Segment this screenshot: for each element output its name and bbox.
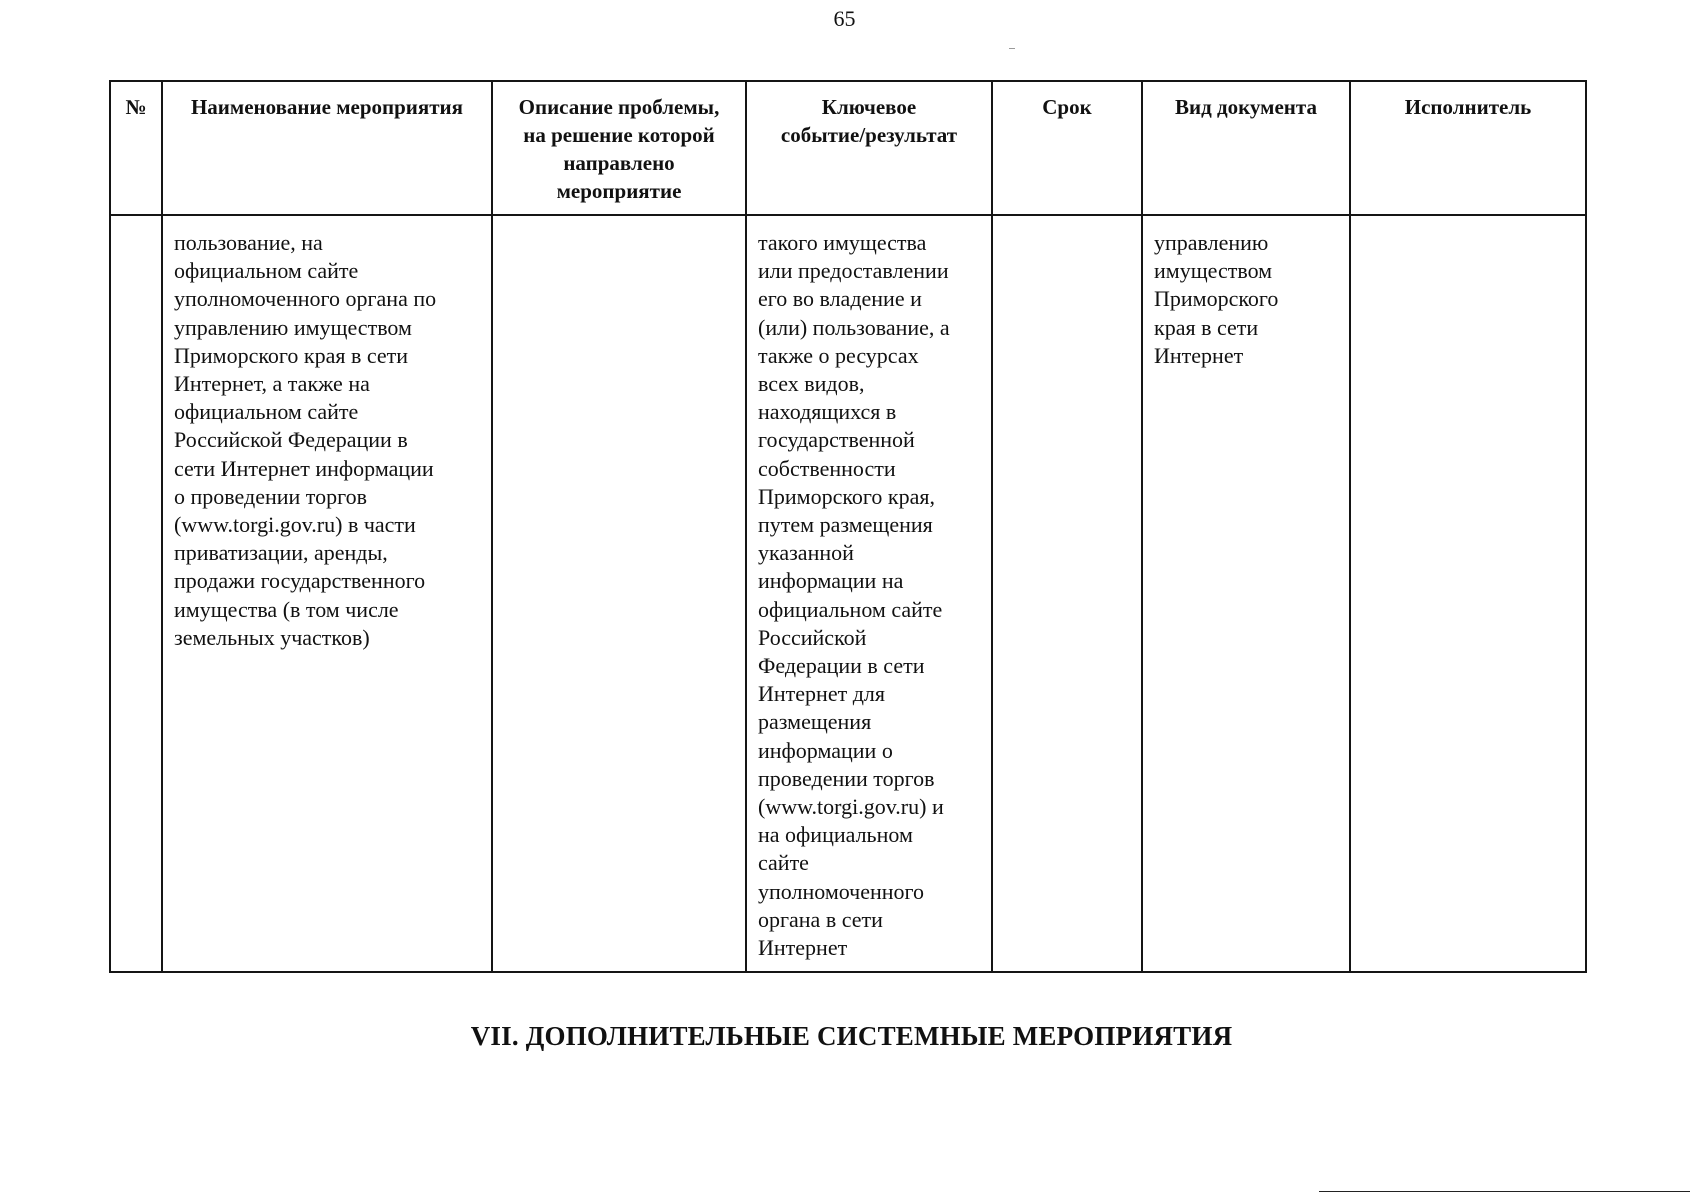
cell-document-type: управлению имуществом Приморского края в сети Интернет [1142, 215, 1350, 972]
header-number: № [110, 81, 162, 215]
header-term: Срок [992, 81, 1142, 215]
cell-executor [1350, 215, 1586, 972]
header-document-type: Вид документа [1142, 81, 1350, 215]
page-number [0, 6, 1695, 32]
scan-mark [1009, 48, 1015, 49]
table-header-row [110, 81, 1586, 215]
header-executor: Исполнитель [1350, 81, 1586, 215]
cell-activity-name: пользование, на официальном сайте уполномоченного органа по управлению имуществом Приморского края в сети Интернет, а также на официальном сайте Российской Федерации в сети Интернет информации о проведении торгов (www.torgi.gov.ru) в части приватизации, аренды, продажи государственного имущества (в том числе земельных участков) [162, 215, 492, 972]
table-row [110, 215, 1586, 972]
footer-rule [1319, 1191, 1690, 1192]
cell-key-result: такого имущества или предоставлении его во владение и (или) пользование, а также о ресурсах всех видов, находящихся в государственной собственности Приморского края, путем размещения указанной информации на официальном сайте Российской Федерации в сети Интернет для размещения информации о проведении торгов (www.torgi.gov.ru) и на официальном сайте уполномоченного органа в сети Интернет [746, 215, 992, 972]
page-number-text: 65 [833, 6, 856, 31]
action-plan-table [109, 80, 1587, 973]
section-heading [0, 1019, 1695, 1053]
header-activity-name: Наименование мероприятия [162, 81, 492, 215]
header-key-result: Ключевое событие/результат [746, 81, 992, 215]
header-problem-description: Описание проблемы, на решение которой направлено мероприятие [492, 81, 746, 215]
cell-number [110, 215, 162, 972]
section-heading-text: VII. ДОПОЛНИТЕЛЬНЫЕ СИСТЕМНЫЕ МЕРОПРИЯТИЯ [470, 1021, 1233, 1051]
cell-term [992, 215, 1142, 972]
cell-problem-description [492, 215, 746, 972]
